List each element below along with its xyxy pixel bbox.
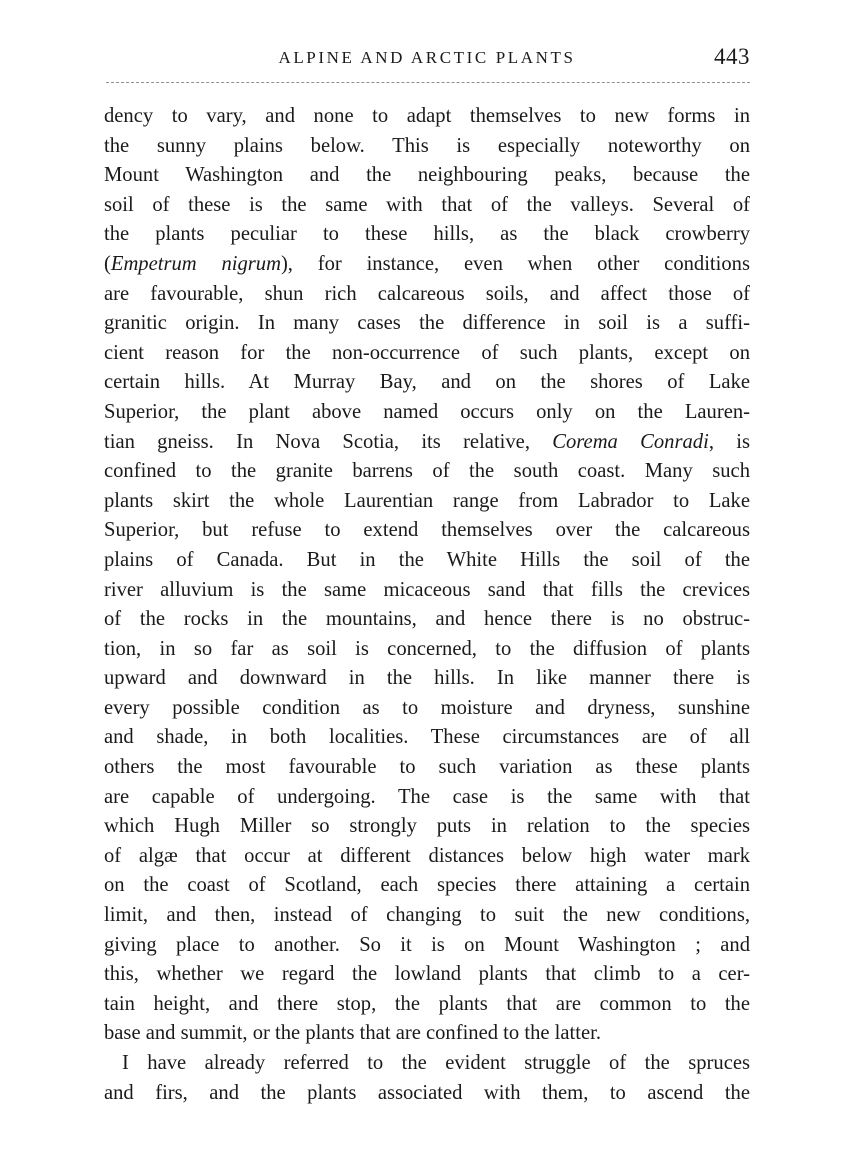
text-line: giving place to another. So it is on Mount Washington ; and: [104, 933, 750, 956]
text-line: this, whether we regard the lowland plants that climb to a cer-: [104, 963, 750, 986]
text-line: of the rocks in the mountains, and hence there is no obstruc-: [104, 608, 750, 631]
text-line: Superior, the plant above named occurs only on the Lauren-: [104, 400, 750, 423]
page-number: 443: [714, 44, 750, 69]
text-run: tian gneiss. In Nova Scotia, its relative,: [104, 430, 553, 453]
text-line: limit, and then, instead of changing to suit the new conditions,: [104, 904, 750, 927]
text-line: of algæ that occur at different distances below high water mark: [104, 844, 750, 867]
text-line: tion, in so far as soil is concerned, to the diffusion of plants: [104, 637, 750, 660]
italic-term: Empetrum nigrum: [110, 252, 281, 275]
text-line: and firs, and the plants associated with them, to ascend the: [104, 1081, 750, 1104]
text-line: upward and downward in the hills. In like manner there is: [104, 667, 750, 690]
text-line: which Hugh Miller so strongly puts in relation to the species: [104, 815, 750, 838]
text-run: , is: [708, 430, 750, 453]
text-line: plants skirt the whole Laurentian range from Labrador to Lake: [104, 489, 750, 512]
text-line: and shade, in both localities. These circumstances are of all: [104, 726, 750, 749]
text-line: the plants peculiar to these hills, as the black crowberry: [104, 223, 750, 246]
text-line: granitic origin. In many cases the difference in soil is a suffi-: [104, 312, 750, 335]
text-line: base and summit, or the plants that are confined to the latter.: [104, 1022, 601, 1045]
text-line: the sunny plains below. This is especially noteworthy on: [104, 134, 750, 157]
text-line: are favourable, shun rich calcareous soils, and affect those of: [104, 282, 750, 305]
text-line: cient reason for the non-occurrence of such plants, except on: [104, 341, 750, 364]
text-line: Mount Washington and the neighbouring peaks, because the: [104, 164, 750, 187]
text-line: on the coast of Scotland, each species there attaining a certain: [104, 874, 750, 897]
text-line: [104, 250, 750, 280]
text-line: river alluvium is the same micaceous sand that fills the crevices: [104, 578, 750, 601]
text-line: Superior, but refuse to extend themselves over the calcareous: [104, 519, 750, 542]
text-line: dency to vary, and none to adapt themselves to new forms in: [104, 105, 750, 127]
running-title: ALPINE AND ARCTIC PLANTS: [278, 48, 576, 67]
italic-term: Corema Conradi: [552, 430, 709, 453]
text-line: are capable of undergoing. The case is the same with that: [104, 785, 750, 808]
text-line: I have already referred to the evident struggle of the spruces: [122, 1052, 750, 1074]
header-rule: [106, 82, 750, 83]
text-line: every possible condition as to moisture and dryness, sunshine: [104, 696, 750, 719]
running-head: [104, 44, 750, 80]
text-line: tain height, and there stop, the plants that are common to the: [104, 992, 750, 1015]
text-line: [104, 428, 750, 458]
text-line: confined to the granite barrens of the south coast. Many such: [104, 460, 750, 483]
text-run: (: [104, 252, 111, 275]
body-text: [104, 102, 750, 1108]
text-run: ), for instance, even when other conditions: [280, 252, 750, 275]
text-line: soil of these is the same with that of the valleys. Several of: [104, 193, 750, 216]
text-line: plains of Canada. But in the White Hills the soil of the: [104, 548, 750, 571]
text-line: certain hills. At Murray Bay, and on the shores of Lake: [104, 371, 750, 394]
text-line: others the most favourable to such variation as these plants: [104, 756, 750, 779]
